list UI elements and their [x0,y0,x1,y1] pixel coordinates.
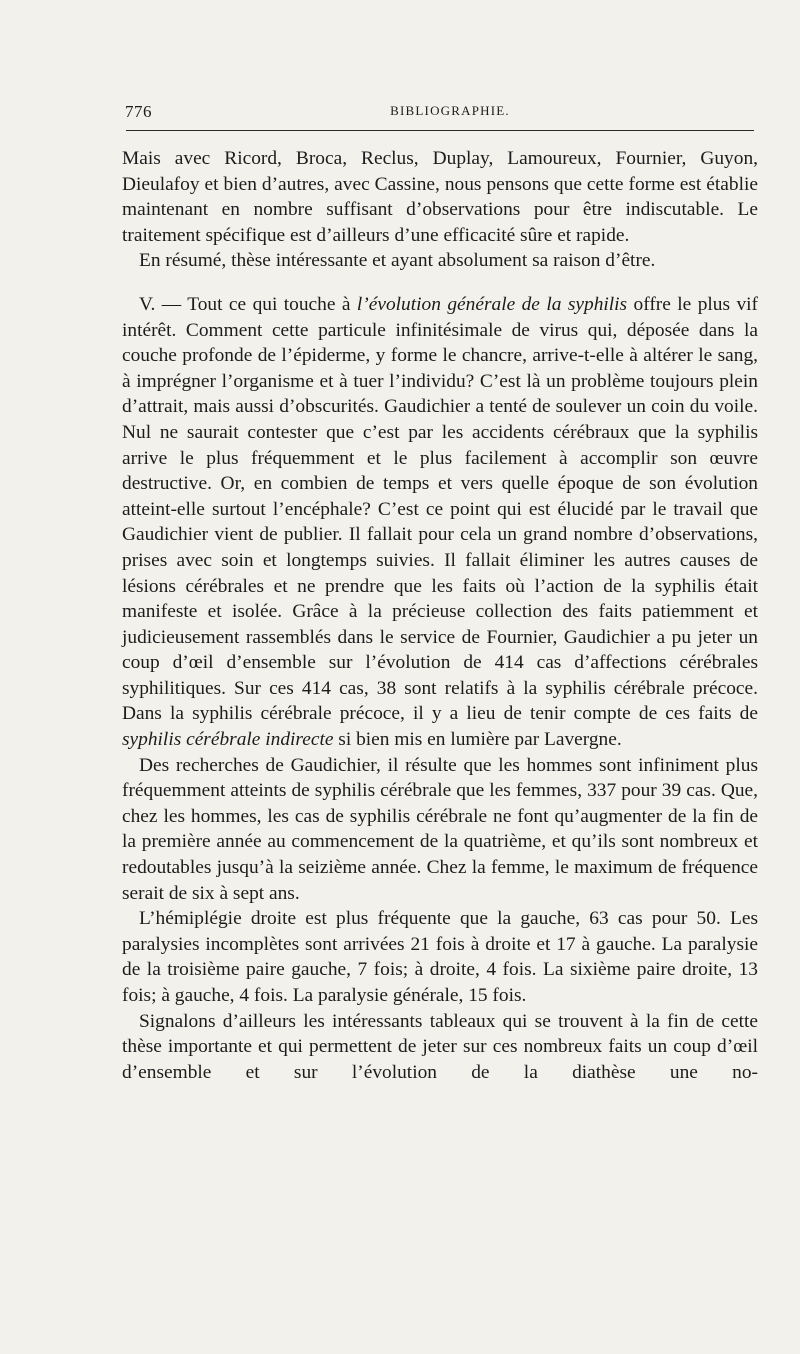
body-text [122,146,758,1085]
paragraph-resume: En résumé, thèse intéressante et ayant absolument sa raison d’être. [139,250,656,272]
paragraph-tableaux: Signalons d’ailleurs les intéressants tableaux qui se trouvent à la fin de cette thèse importante et qui permettent de jeter sur ces nombreux faits un coup d’œil d’ensemble et sur l’évolution de la diathèse une no- [122,1010,758,1083]
italic-syphilis-cerebrale-indirecte: syphilis cérébrale indirecte [122,729,334,751]
paragraph-evolution-tail: si bien mis en lumière par Lavergne. [333,729,622,751]
header-rule [126,130,754,131]
paragraph-hemiplegie: L’hémiplégie droite est plus fréquente que la gauche, 63 cas pour 50. Les paralysies incomplètes sont arrivées 21 fois à droite et 17 à gauche. La paralysie de la troisième paire gauche, 7 fois; à droite, 4 fois. La sixième paire droite, 13 fois; à gauche, 4 fois. La paralysie générale, 15 fois. [122,908,758,1006]
paragraph-evolution-body: offre le plus vif intérêt. Comment cette particule infinitésimale de virus qui, déposée dans la couche profonde de l’épiderme, y forme le chancre, arrive-t-elle à altérer le sang, à imprégner l’organisme et à tuer l’individu? C’est là un problème toujours plein d’attrait, mais aussi d’obscurités. Gaudichier a tenté de soulever un coin du voile. Nul ne saurait contester que c’est par les accidents cérébraux que la syphilis arrive le plus fréquemment et le plus facilement à accomplir son œuvre destructive. Or, en combien de temps et vers quelle époque de son évolution atteint-elle surtout l’encéphale? C’est ce point qui est élucidé par le travail que Gaudichier vient de publier. Il fallait pour cela un grand nombre d’observations, prises avec soin et longtemps suivies. Il fallait éliminer les autres causes de lésions cérébrales et ne prendre que les faits où l’action de la syphilis était manifeste et isolée. Grâce à la précieuse collection des faits patiemment et judicieusement rassemblés dans le service de Fournier, Gaudichier a pu jeter un coup d’œil d’ensemble sur l’évolution de 414 cas d’affections cérébrales syphilitiques. Sur ces 414 cas, 38 sont relatifs à la syphilis cérébrale précoce. Dans la syphilis cérébrale précoce, il y a lieu de tenir compte de ces faits de [122,293,758,725]
paragraph-evolution-lead: V. — Tout ce qui touche à [139,293,357,315]
paragraph-cassine: Mais avec Ricord, Broca, Reclus, Duplay, Lamoureux, Fournier, Guyon, Dieulafoy et bien d’autres, avec Cassine, nous pensons que cette forme est établie maintenant en nombre suffisant d’observations pour être indiscutable. Le traitement spécifique est d’ailleurs d’une efficacité sûre et rapide. [122,148,758,246]
paragraph-recherches: Des recherches de Gaudichier, il résulte que les hommes sont infiniment plus fréquemment atteints de syphilis cérébrale que les femmes, 337 pour 39 cas. Que, chez les hommes, les cas de syphilis cérébrale ne font qu’augmenter de la fin de la première année au commencement de la quatrième, et qu’ils sont nombreux et redoutables jusqu’à la seizième année. Chez la femme, le maximum de fréquence serait de six à sept ans. [122,754,758,904]
paragraph-evolution [122,292,758,753]
page-number: 776 [125,102,152,121]
running-head: BIBLIOGRAPHIE. [390,103,510,118]
italic-evolution-generale: l’évolution générale de la syphilis [356,293,628,315]
page-header [122,96,754,126]
